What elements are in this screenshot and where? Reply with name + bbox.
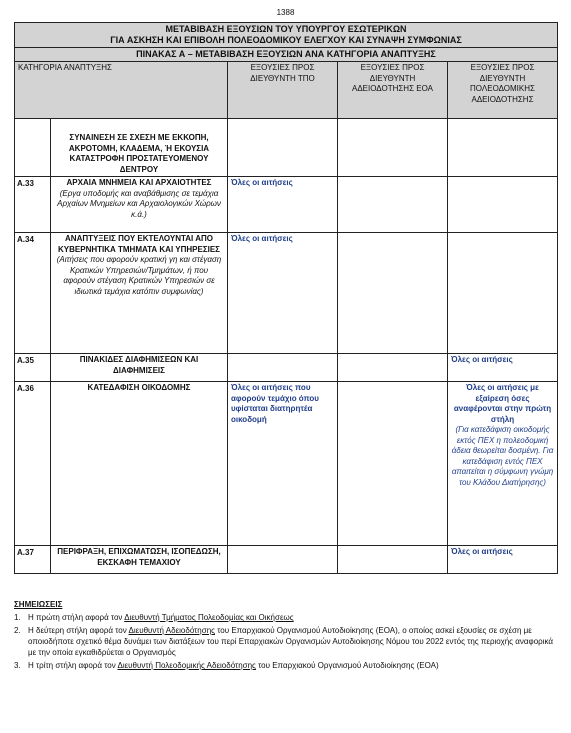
table-row: [15, 119, 558, 177]
row-title: ΚΑΤΕΔΑΦΙΣΗ ΟΙΚΟΔΟΜΗΣ: [87, 383, 191, 392]
note-text: [28, 660, 439, 671]
row-code: Α.37: [15, 546, 51, 574]
table-row: [15, 546, 558, 574]
note-number: 1.: [14, 613, 21, 622]
cell-col3-note: (Για κατεδάφιση οικοδομής εκτός ΠΕΧ η πολεοδομική άδεια θεωρείται δοσμένη. Για κατεδάφιση εντός ΠΕΧ απαιτείται η σύμφωνη γνώμη του Κλάδου Διατήρησης): [451, 425, 554, 487]
notes-heading: ΣΗΜΕΙΩΣΕΙΣ: [14, 600, 63, 609]
cell-col1: Όλες οι αιτήσεις: [228, 233, 338, 354]
cell-col3: Όλες οι αιτήσεις: [448, 546, 558, 574]
header-col2: ΕΞΟΥΣΙΕΣ ΠΡΟΣ ΔΙΕΥΘΥΝΤΗ ΑΔΕΙΟΔΟΤΗΣΗΣ ΕΟΑ: [338, 62, 448, 119]
note-highlight: Διευθυντή Τμήματος Πολεοδομίας και Οικήσεως: [124, 613, 294, 622]
note-item: [14, 612, 559, 623]
note-text: [28, 612, 294, 623]
note-text: [28, 625, 559, 658]
row-category: [51, 354, 228, 382]
row-code: Α.34: [15, 233, 51, 354]
note-number: 2.: [14, 626, 21, 635]
note-item: [14, 660, 559, 671]
continued-category-text: ΣΥΝΑΙΝΕΣΗ ΣΕ ΣΧΕΣΗ ΜΕ ΕΚΚΟΠΗ, ΑΚΡΟΤΟΜΗ, ΚΛΑΔΕΜΑ, Ή ΕΚΟΥΣΙΑ ΚΑΤΑΣΤΡΟΦΗ ΠΡΟΣΤΑΤΕΥΟΜΕΝΟΥ ΔΕΝΤΡΟΥ: [68, 133, 210, 174]
header-col1: ΕΞΟΥΣΙΕΣ ΠΡΟΣ ΔΙΕΥΘΥΝΤΗ ΤΠΟ: [228, 62, 338, 119]
header-col3: ΕΞΟΥΣΙΕΣ ΠΡΟΣ ΔΙΕΥΘΥΝΤΗ ΠΟΛΕΟΔΟΜΙΚΗΣ ΑΔΕΙΟΔΟΤΗΣΗΣ: [448, 62, 558, 119]
note-number: 3.: [14, 661, 21, 670]
continued-category: [51, 119, 228, 177]
header-category: ΚΑΤΗΓΟΡΙΑ ΑΝΑΠΤΥΞΗΣ: [15, 62, 228, 119]
table-title: [15, 23, 558, 48]
authority-transfer-table: [14, 22, 558, 574]
cell-col1: Όλες οι αιτήσεις: [228, 177, 338, 233]
row-description: (Εργα υποδομής και αναβάθμισης σε τεμάχια Αρχαίων Μνημείων και Αρχαιολογικών Χώρων κ.ά.): [57, 188, 221, 219]
table-title-line2: ΓΙΑ ΑΣΚΗΣΗ ΚΑΙ ΕΠΙΒΟΛΗ ΠΟΛΕΟΔΟΜΙΚΟΥ ΕΛΕΓΧΟΥ ΚΑΙ ΣΥΝΑΨΗ ΣΥΜΦΩΝΙΑΣ: [110, 35, 462, 45]
note-text-pre: Η τρίτη στήλη αφορά τον: [28, 661, 118, 670]
table-row: [15, 382, 558, 546]
row-code: Α.35: [15, 354, 51, 382]
row-category: [51, 382, 228, 546]
note-text-pre: Η δεύτερη στήλη αφορά τον: [28, 626, 129, 635]
cell-col3: Όλες οι αιτήσεις: [448, 354, 558, 382]
note-text-pre: Η πρώτη στήλη αφορά τον: [28, 613, 125, 622]
row-category: [51, 546, 228, 574]
page-number: 1388: [276, 8, 295, 17]
row-title: ΑΝΑΠΤΥΞΕΙΣ ΠΟΥ ΕΚΤΕΛΟΥΝΤΑΙ ΑΠΟ ΚΥΒΕΡΝΗΤΙΚΑ ΤΜΗΜΑΤΑ ΚΑΙ ΥΠΗΡΕΣΙΕΣ: [58, 234, 220, 254]
table-subtitle: ΠΙΝΑΚΑΣ Α – ΜΕΤΑΒΙΒΑΣΗ ΕΞΟΥΣΙΩΝ ΑΝΑ ΚΑΤΗΓΟΡΙΑ ΑΝΑΠΤΥΞΗΣ: [15, 48, 558, 62]
row-code: Α.33: [15, 177, 51, 233]
cell-col3-main: Όλες οι αιτήσεις με εξαίρεση όσες αναφέρονται στην πρώτη στήλη: [453, 383, 552, 424]
row-title: ΠΕΡΙΦΡΑΞΗ, ΕΠΙΧΩΜΑΤΩΣΗ, ΙΣΟΠΕΔΩΣΗ, ΕΚΣΚΑΦΗ ΤΕΜΑΧΙΟΥ: [57, 547, 221, 567]
row-title: ΠΙΝΑΚΙΔΕΣ ΔΙΑΦΗΜΙΣΕΩΝ ΚΑΙ ΔΙΑΦΗΜΙΣΕΙΣ: [79, 355, 199, 375]
note-highlight: Διευθυντή Πολεοδομικής Αδειοδότησης: [117, 661, 256, 670]
note-item: [14, 625, 559, 658]
row-code: Α.36: [15, 382, 51, 546]
table-row: [15, 354, 558, 382]
row-category: [51, 233, 228, 354]
note-text-post: του Επαρχιακού Οργανισμού Αυτοδιοίκησης (ΕΟΑ): [255, 661, 439, 670]
cell-col3: [448, 382, 558, 546]
notes-section: [14, 599, 559, 671]
note-text-post: του Επαρχιακού Οργανισμού Αυτοδιοίκησης (ΕΟΑ), ο οποίος ασκεί εξουσίες σε σχέση με οποιοδήποτε σχετικό θέμα δυνάμει των διατάξεων του περί Επαρχιακών Οργανισμών Αυτοδιοίκησης Νόμου του 2022 εντός της περιοχής αναφορικά με την οποία εγκαθιδρύεται ο Οργανισμός: [28, 626, 553, 657]
row-category: [51, 177, 228, 233]
row-description: (Αιτήσεις που αφορούν κρατική γη και στέγαση Κρατικών Υπηρεσιών/Τμημάτων, ή που αφορούν στέγαση Κρατικών Υπηρεσιών σε ιδιωτικά τεμάχια κατόπιν συμφωνίας): [56, 255, 222, 296]
row-title: ΑΡΧΑΙΑ ΜΝΗΜΕΙΑ ΚΑΙ ΑΡΧΑΙΟΤΗΤΕΣ: [66, 178, 212, 187]
table-row: [15, 233, 558, 354]
table-row: [15, 177, 558, 233]
note-highlight: Διευθυντή Αδειοδότησης: [128, 626, 215, 635]
table-title-line1: ΜΕΤΑΒΙΒΑΣΗ ΕΞΟΥΣΙΩΝ ΤΟΥ ΥΠΟΥΡΓΟΥ ΕΣΩΤΕΡΙΚΩΝ: [165, 24, 407, 34]
cell-col1: Όλες οι αιτήσεις που αφορούν τεμάχιο όπου υφίσταται διατηρητέα οικοδομή: [228, 382, 338, 546]
